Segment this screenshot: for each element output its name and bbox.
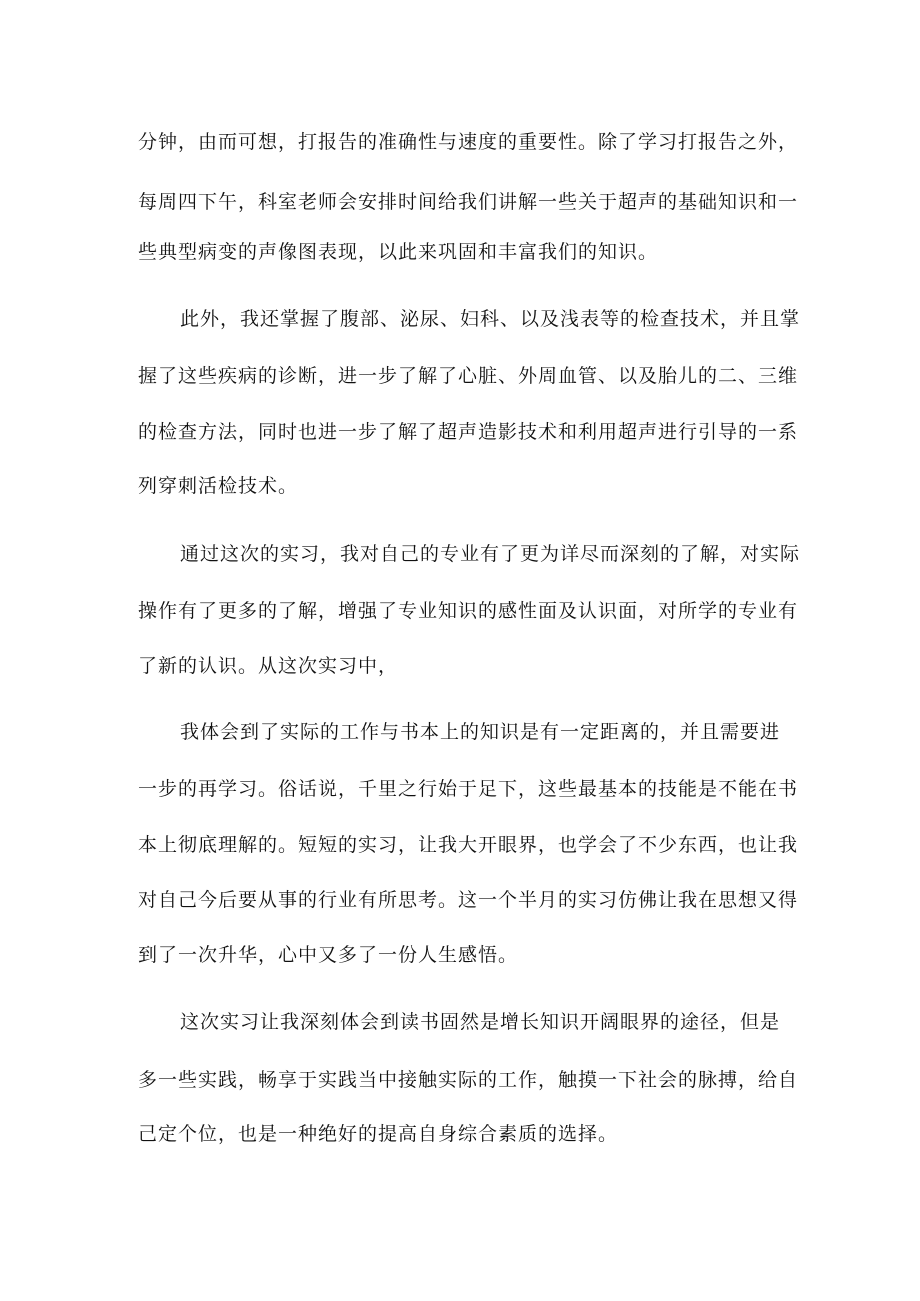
paragraph-2-line-1: 此外，我还掌握了腹部、泌尿、妇科、以及浅表等的检查技术，并且掌: [180, 308, 800, 330]
paragraph-5-line-2: 多一些实践，畅享于实践当中接触实际的工作，触摸一下社会的脉搏，给自: [138, 1069, 798, 1091]
paragraph-4-line-2: 一步的再学习。俗话说，千里之行始于足下，这些最基本的技能是不能在书: [138, 778, 798, 800]
paragraph-5-line-1: 这次实习让我深刻体会到读书固然是增长知识开阔眼界的途径，但是: [180, 1011, 781, 1033]
paragraph-2-line-2: 握了这些疾病的诊断，进一步了解了心脏、外周血管、以及胎儿的二、三维: [138, 365, 798, 387]
paragraph-5-line-3: 己定个位，也是一种绝好的提高自身综合素质的选择。: [138, 1123, 619, 1145]
paragraph-2-line-4: 列穿刺活检技术。: [138, 475, 299, 497]
paragraph-3-line-3: 了新的认识。从这次实习中，: [138, 655, 399, 677]
paragraph-1-line-2: 每周四下午，科室老师会安排时间给我们讲解一些关于超声的基础知识和一: [138, 191, 798, 213]
paragraph-4-line-1: 我体会到了实际的工作与书本上的知识是有一定距离的，并且需要进: [180, 721, 781, 743]
paragraph-4-line-5: 到了一次升华，心中又多了一份人生感悟。: [138, 944, 519, 966]
paragraph-3-line-1: 通过这次的实习，我对自己的专业有了更为详尽而深刻的了解，对实际: [180, 543, 800, 565]
paragraph-2-line-3: 的检查方法，同时也进一步了解了超声造影技术和利用超声进行引导的一系: [138, 421, 798, 443]
paragraph-1-line-3: 些典型病变的声像图表现，以此来巩固和丰富我们的知识。: [138, 241, 659, 263]
paragraph-1-line-1: 分钟，由而可想，打报告的准确性与速度的重要性。除了学习打报告之外，: [138, 131, 798, 153]
paragraph-3-line-2: 操作有了更多的了解，增强了专业知识的感性面及认识面，对所学的专业有: [138, 600, 798, 622]
paragraph-4-line-4: 对自己今后要从事的行业有所思考。这一个半月的实习仿佛让我在思想又得: [138, 889, 798, 911]
paragraph-4-line-3: 本上彻底理解的。短短的实习，让我大开眼界，也学会了不少东西，也让我: [138, 834, 798, 856]
